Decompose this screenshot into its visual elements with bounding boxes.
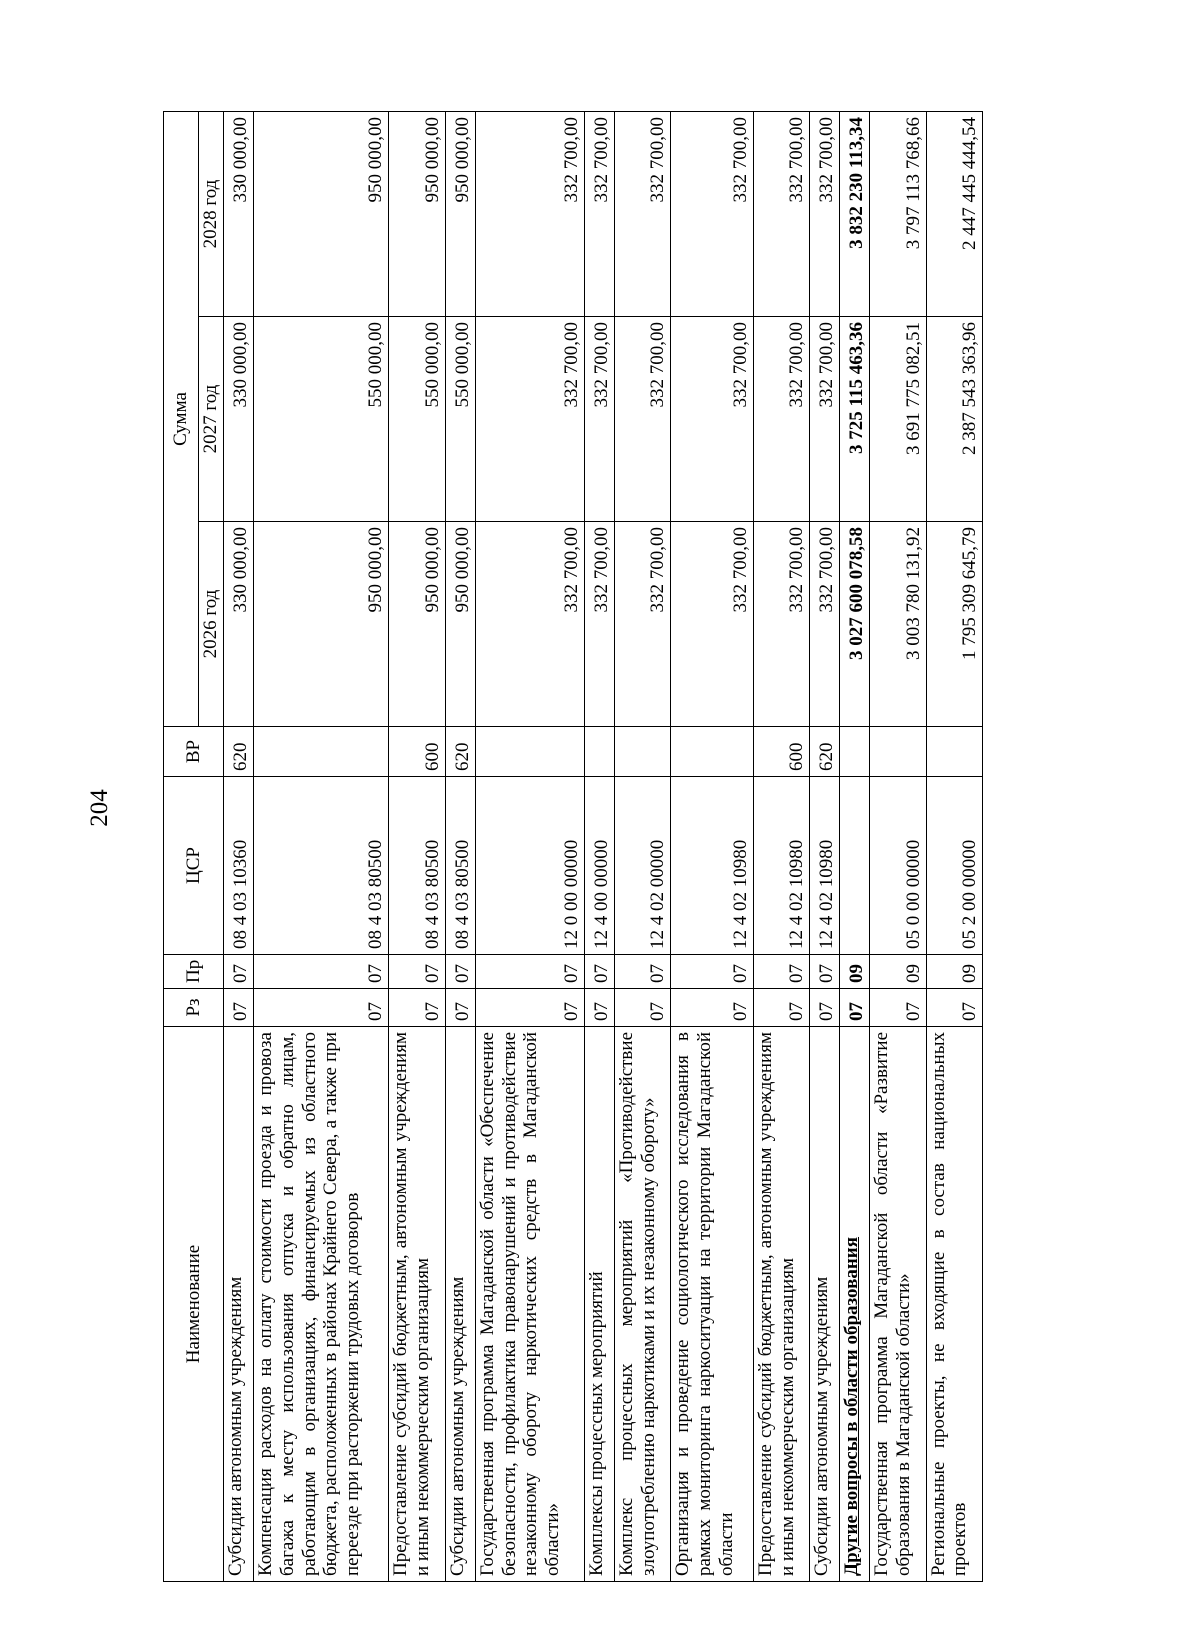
table-row [671,111,754,1581]
row-sum-2027: 550 000,00 [389,317,445,522]
rotated-table-wrapper [163,112,983,1582]
header-rz: Рз [164,989,224,1027]
row-rz: 07 [753,989,809,1027]
row-name: Предоставление субсидий бюджетным, автономным учреждениям и иным некоммерческим организациям [753,1027,809,1582]
row-sum-2026: 332 700,00 [475,522,584,727]
row-vr [584,727,614,777]
row-csr: 05 0 00 00000 [870,777,926,955]
row-csr: 08 4 03 80500 [389,777,445,955]
row-name: Организация и проведение социологического исследования в рамках мониторинга наркоситуации на территории Магаданской области [671,1027,754,1582]
row-name: Субсидии автономным учреждениям [810,1027,840,1582]
row-pr: 07 [810,955,840,989]
row-pr: 09 [926,955,982,989]
row-rz: 07 [926,989,982,1027]
row-name: Другие вопросы в области образования [840,1027,870,1582]
row-sum-2027: 3 691 775 082,51 [870,317,926,522]
row-sum-2028: 950 000,00 [389,111,445,316]
row-csr: 12 4 02 10980 [753,777,809,955]
row-sum-2028: 332 700,00 [753,111,809,316]
header-sum: Сумма [164,111,199,726]
row-vr [253,727,388,777]
row-name: Региональные проекты, не входящие в состав национальных проектов [926,1027,982,1582]
row-csr: 12 0 00 00000 [475,777,584,955]
row-sum-2026: 332 700,00 [753,522,809,727]
row-sum-2028: 332 700,00 [614,111,670,316]
row-sum-2028: 332 700,00 [475,111,584,316]
row-vr: 620 [223,727,253,777]
header-2026: 2026 год [199,522,224,727]
row-sum-2028: 2 447 445 444,54 [926,111,982,316]
row-sum-2026: 3 003 780 131,92 [870,522,926,727]
row-sum-2026: 950 000,00 [253,522,388,727]
table-row [926,111,982,1581]
row-csr: 05 2 00 00000 [926,777,982,955]
row-name: Компенсация расходов на оплату стоимости проезда и провоза багажа к месту использования отпуска и обратно лицам, работающим в организациях, финансируемых из областного бюджета, расположенных в районах Крайнего Севера, а также при переезде при расторжении трудовых договоров [253,1027,388,1582]
row-pr: 09 [870,955,926,989]
row-pr: 07 [253,955,388,989]
row-pr: 07 [389,955,445,989]
row-sum-2027: 332 700,00 [475,317,584,522]
row-sum-2027: 2 387 543 363,96 [926,317,982,522]
row-sum-2028: 3 832 230 113,34 [840,111,870,316]
row-sum-2027: 550 000,00 [253,317,388,522]
table-header [164,111,224,1581]
row-csr: 12 4 02 10980 [810,777,840,955]
row-name: Государственная программа Магаданской области «Развитие образования в Магаданской области» [870,1027,926,1582]
row-vr [671,727,754,777]
row-name: Предоставление субсидий бюджетным, автономным учреждениям и иным некоммерческим организациям [389,1027,445,1582]
row-sum-2027: 330 000,00 [223,317,253,522]
row-pr: 07 [584,955,614,989]
row-rz: 07 [870,989,926,1027]
row-csr: 12 4 02 00000 [614,777,670,955]
row-csr: 12 4 02 10980 [671,777,754,955]
header-2027: 2027 год [199,317,224,522]
row-csr: 08 4 03 80500 [445,777,475,955]
row-vr [614,727,670,777]
row-sum-2028: 3 797 113 768,66 [870,111,926,316]
row-rz: 07 [614,989,670,1027]
row-rz: 07 [810,989,840,1027]
row-name: Субсидии автономным учреждениям [223,1027,253,1582]
table-row [445,111,475,1581]
table-row [475,111,584,1581]
row-rz: 07 [223,989,253,1027]
row-sum-2028: 950 000,00 [253,111,388,316]
row-sum-2026: 950 000,00 [445,522,475,727]
table-row [753,111,809,1581]
table-row [389,111,445,1581]
table-row [870,111,926,1581]
row-sum-2027: 332 700,00 [584,317,614,522]
row-sum-2026: 950 000,00 [389,522,445,727]
row-csr: 12 4 00 00000 [584,777,614,955]
row-sum-2027: 550 000,00 [445,317,475,522]
row-vr [840,727,870,777]
header-2028: 2028 год [199,111,224,316]
row-sum-2026: 332 700,00 [614,522,670,727]
row-sum-2026: 3 027 600 078,58 [840,522,870,727]
row-vr [870,727,926,777]
row-sum-2026: 1 795 309 645,79 [926,522,982,727]
row-sum-2026: 332 700,00 [584,522,614,727]
table-body [223,111,982,1581]
row-sum-2028: 332 700,00 [584,111,614,316]
row-name: Комплекс процессных мероприятий «Противодействие злоупотреблению наркотиками и их незаконному обороту» [614,1027,670,1582]
header-name: Наименование [164,1027,224,1582]
row-rz: 07 [445,989,475,1027]
row-sum-2028: 950 000,00 [445,111,475,316]
row-vr: 620 [445,727,475,777]
row-pr: 07 [753,955,809,989]
page-number: 204 [86,789,113,827]
budget-table [163,111,983,1582]
table-row [223,111,253,1581]
row-pr: 07 [671,955,754,989]
row-sum-2028: 332 700,00 [810,111,840,316]
row-sum-2026: 332 700,00 [671,522,754,727]
table-row [810,111,840,1581]
row-sum-2027: 332 700,00 [671,317,754,522]
row-pr: 07 [445,955,475,989]
row-pr: 07 [223,955,253,989]
header-vr: ВР [164,727,224,777]
row-sum-2027: 332 700,00 [810,317,840,522]
row-name: Комплексы процессных мероприятий [584,1027,614,1582]
row-vr [926,727,982,777]
row-sum-2027: 3 725 115 463,36 [840,317,870,522]
header-pr: Пр [164,955,224,989]
row-sum-2028: 332 700,00 [671,111,754,316]
table-row [614,111,670,1581]
row-pr: 07 [475,955,584,989]
row-sum-2028: 330 000,00 [223,111,253,316]
row-csr: 08 4 03 10360 [223,777,253,955]
row-vr [475,727,584,777]
table-row [584,111,614,1581]
row-sum-2027: 332 700,00 [753,317,809,522]
row-rz: 07 [671,989,754,1027]
row-csr [840,777,870,955]
row-sum-2026: 332 700,00 [810,522,840,727]
row-name: Субсидии автономным учреждениям [445,1027,475,1582]
row-rz: 07 [253,989,388,1027]
row-pr: 09 [840,955,870,989]
row-csr: 08 4 03 80500 [253,777,388,955]
header-csr: ЦСР [164,777,224,955]
table-row [840,111,870,1581]
row-rz: 07 [389,989,445,1027]
row-vr: 600 [753,727,809,777]
row-sum-2026: 330 000,00 [223,522,253,727]
row-rz: 07 [840,989,870,1027]
table-row [253,111,388,1581]
row-pr: 07 [614,955,670,989]
row-rz: 07 [584,989,614,1027]
row-name: Государственная программа Магаданской области «Обеспечение безопасности, профилактика правонарушений и противодействие незаконному обороту наркотических средств в Магаданской области» [475,1027,584,1582]
row-rz: 07 [475,989,584,1027]
row-vr: 620 [810,727,840,777]
row-vr: 600 [389,727,445,777]
row-sum-2027: 332 700,00 [614,317,670,522]
